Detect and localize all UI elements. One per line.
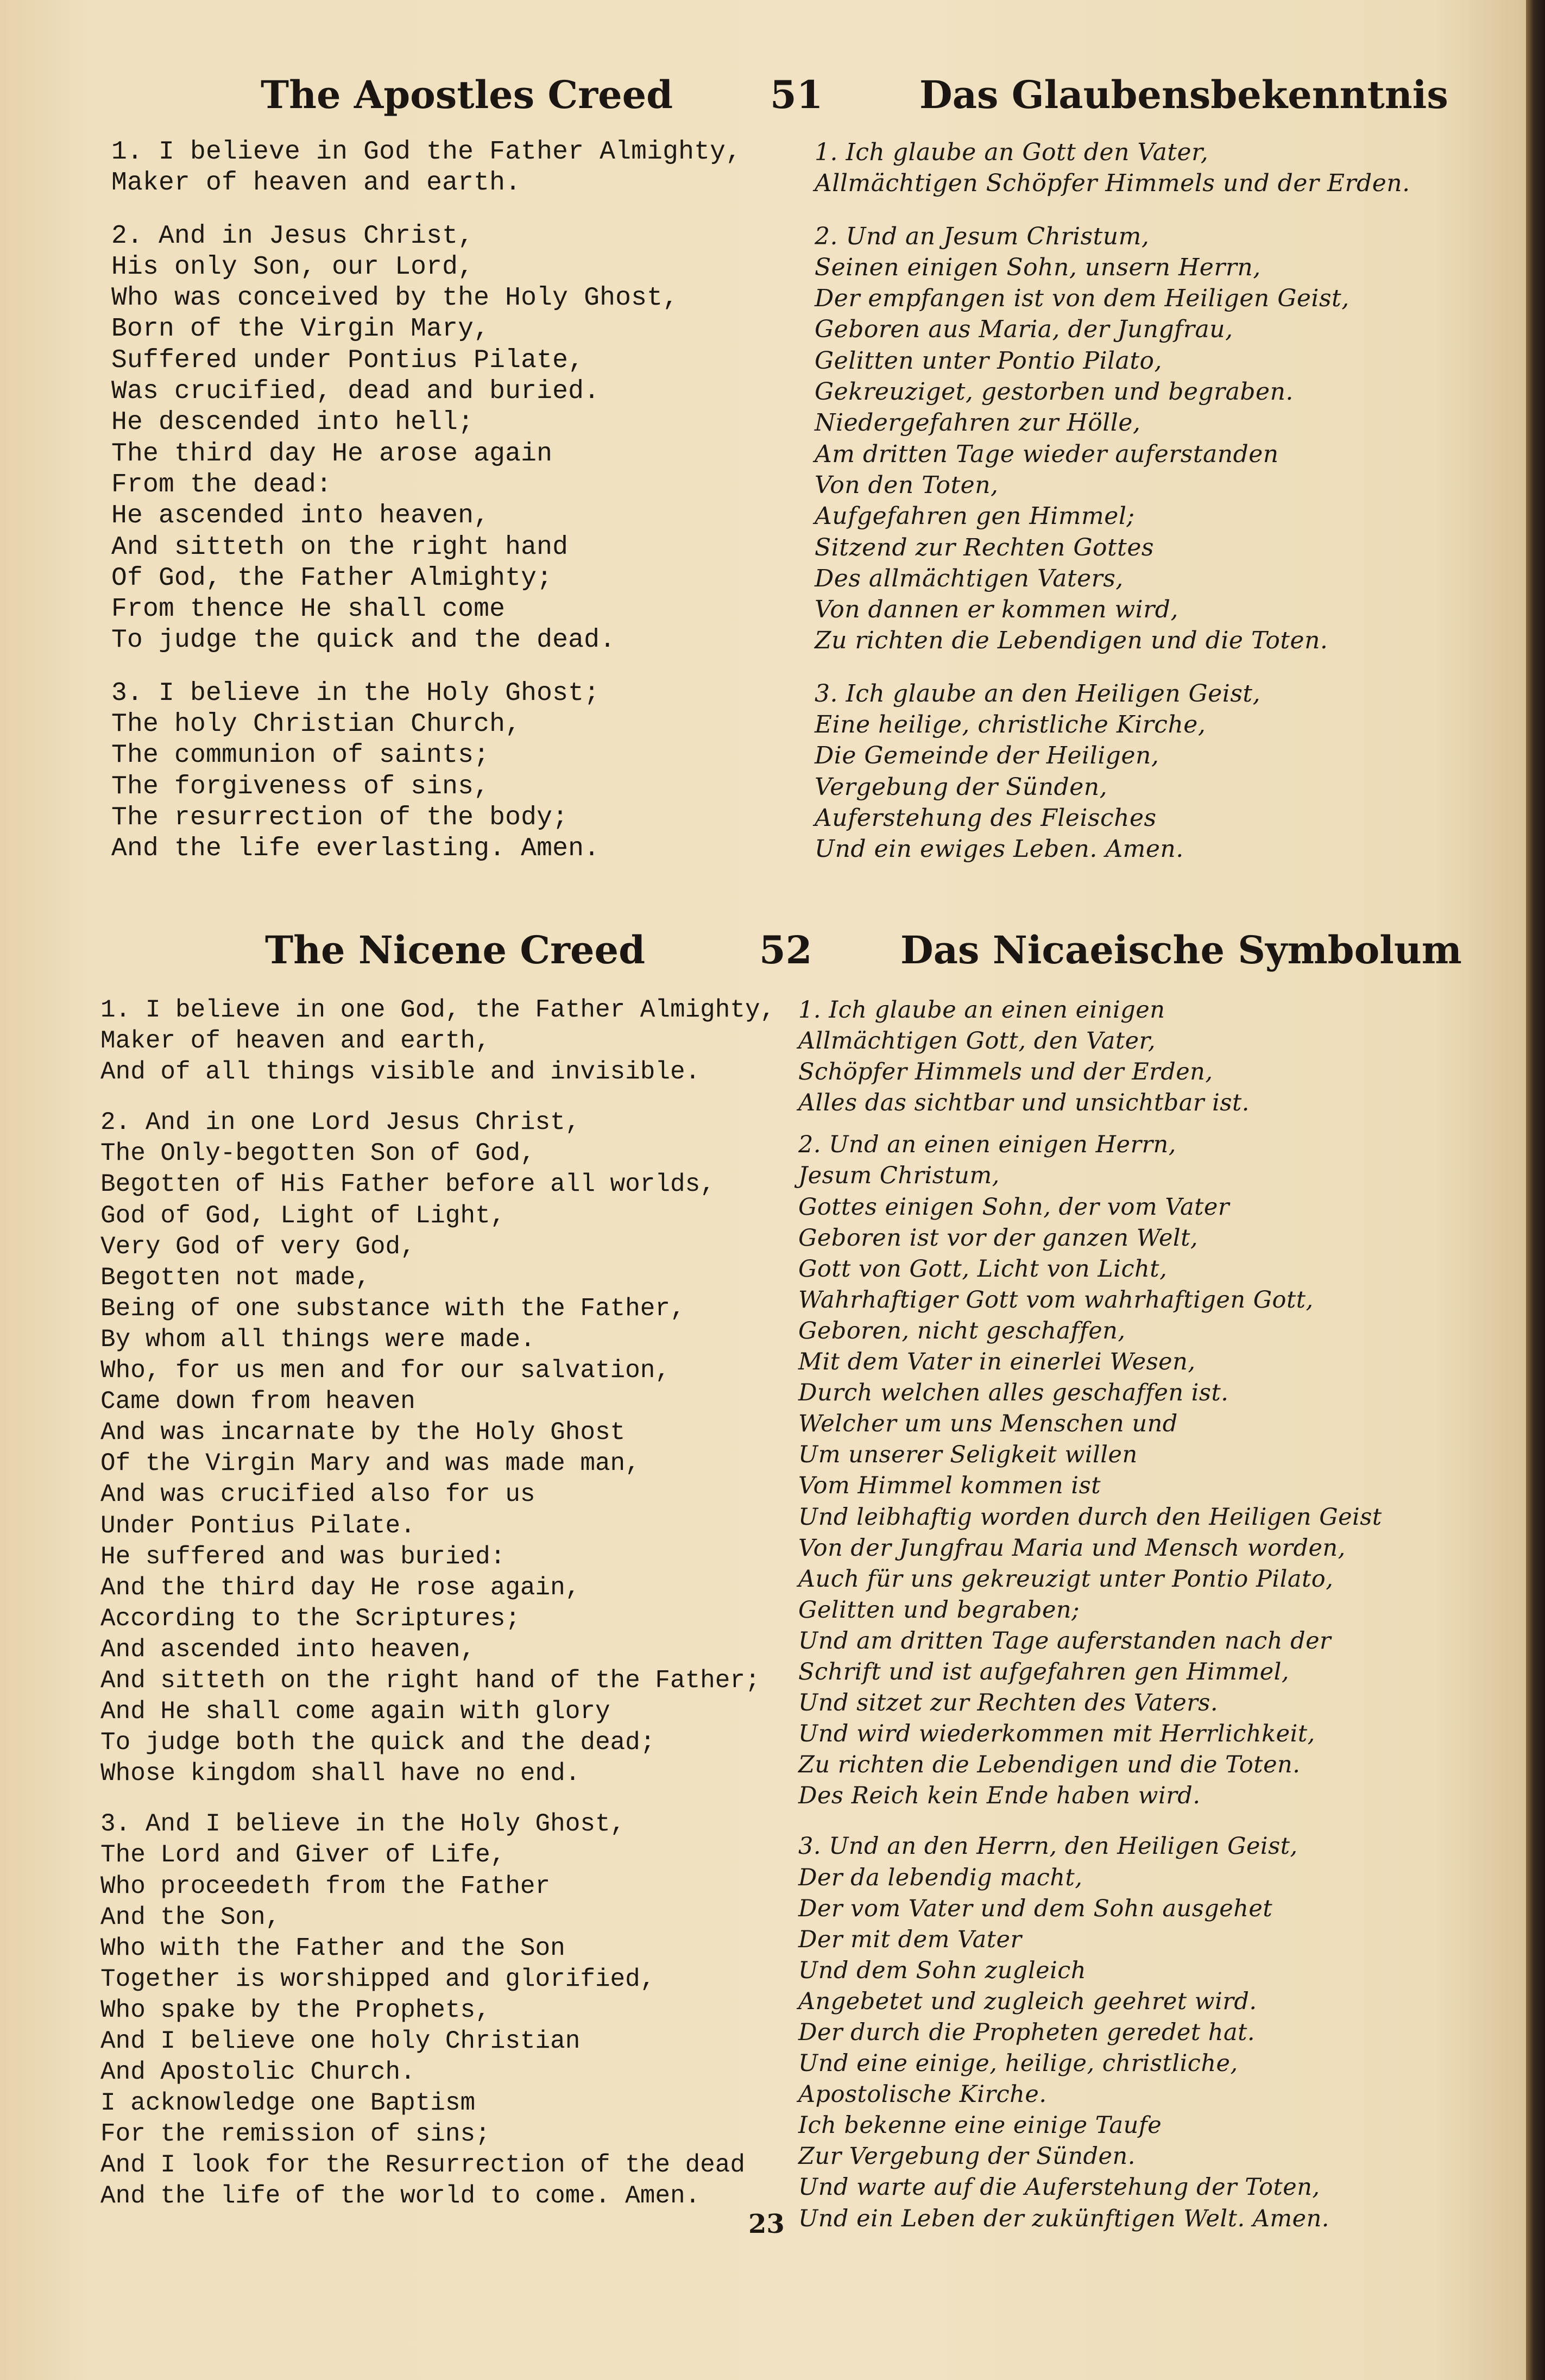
- text-line: Der empfangen ist von dem Heiligen Geist,: [815, 285, 1349, 313]
- stanza: [100, 995, 775, 1088]
- text-line: Eine heilige, christliche Kirche,: [815, 711, 1206, 739]
- text-line: Allmächtigen Gott, den Vater,: [798, 1027, 1156, 1055]
- text-line: Begotten of His Father before all worlds,: [100, 1170, 715, 1199]
- nicene-creed-english: [100, 995, 775, 2212]
- text-line: To judge both the quick and the dead;: [100, 1728, 655, 1757]
- apostles-creed-english: [111, 137, 741, 865]
- text-line: Born of the Virgin Mary,: [111, 314, 490, 344]
- page-number: 23: [748, 2209, 785, 2239]
- text-line: Sitzend zur Rechten Gottes: [815, 533, 1154, 561]
- text-line: 2. Und an Jesum Christum,: [815, 222, 1150, 250]
- stanza: [798, 995, 1382, 1119]
- nicene-creed-heading: [0, 926, 1526, 975]
- text-line: And was crucified also for us: [100, 1480, 535, 1509]
- text-line: And was incarnate by the Holy Ghost: [100, 1418, 626, 1447]
- text-line: Allmächtigen Schöpfer Himmels und der Erden.: [815, 169, 1410, 198]
- text-line: And the third day He rose again,: [100, 1573, 581, 1602]
- text-line: 2. Und an einen einigen Herrn,: [798, 1131, 1176, 1159]
- text-line: For the remission of sins;: [100, 2120, 490, 2149]
- text-line: The third day He arose again: [111, 439, 553, 469]
- text-line: Of God, the Father Almighty;: [111, 563, 553, 593]
- text-line: Die Gemeinde der Heiligen,: [815, 742, 1159, 770]
- text-line: Der da lebendig macht,: [798, 1864, 1083, 1891]
- text-line: And sitteth on the right hand: [111, 532, 569, 562]
- text-line: And He shall come again with glory: [100, 1697, 610, 1726]
- text-line: Zu richten die Lebendigen und die Toten.: [798, 1751, 1301, 1779]
- text-line: Who was conceived by the Holy Ghost,: [111, 283, 679, 313]
- text-line: The Only-begotten Son of God,: [100, 1139, 535, 1168]
- text-line: Des allmächtigen Vaters,: [815, 564, 1124, 592]
- text-line: Aufgefahren gen Himmel;: [815, 502, 1135, 531]
- heading-title-english: The Nicene Creed: [265, 927, 646, 973]
- text-line: Who with the Father and the Son: [100, 1934, 565, 1962]
- text-line: Seinen einigen Sohn, unsern Herrn,: [815, 253, 1261, 281]
- text-line: 2. And in one Lord Jesus Christ,: [100, 1108, 581, 1137]
- stanza: [798, 1129, 1382, 1811]
- text-line: Zur Vergebung der Sünden.: [798, 2143, 1136, 2170]
- text-line: The forgiveness of sins,: [111, 772, 490, 801]
- text-line: And ascended into heaven,: [100, 1635, 476, 1664]
- stanza: [111, 137, 741, 199]
- text-line: From the dead:: [111, 470, 332, 500]
- text-line: Who spake by the Prophets,: [100, 1996, 490, 2024]
- text-line: Angebetet und zugleich geehret wird.: [798, 1987, 1257, 2015]
- text-line: Niedergefahren zur Hölle,: [815, 409, 1141, 437]
- text-line: Gott von Gott, Licht von Licht,: [798, 1255, 1168, 1283]
- text-line: 3. I believe in the Holy Ghost;: [111, 678, 600, 708]
- text-line: God of God, Light of Light,: [100, 1201, 506, 1230]
- text-line: Together is worshipped and glorified,: [100, 1965, 655, 1993]
- text-line: 1. Ich glaube an Gott den Vater,: [815, 138, 1209, 166]
- text-line: 1. I believe in God the Father Almighty,: [111, 137, 742, 167]
- text-line: Geboren aus Maria, der Jungfrau,: [815, 315, 1233, 344]
- text-line: I acknowledge one Baptism: [100, 2089, 476, 2118]
- text-line: And the life of the world to come. Amen.: [100, 2182, 701, 2211]
- text-line: 1. Ich glaube an einen einigen: [798, 996, 1165, 1024]
- text-line: And sitteth on the right hand of the Father;: [100, 1666, 760, 1695]
- stanza: [815, 678, 1410, 865]
- text-line: Gelitten unter Pontio Pilato,: [815, 346, 1162, 375]
- text-line: Von der Jungfrau Maria und Mensch worden,: [798, 1534, 1346, 1562]
- text-line: The communion of saints;: [111, 741, 490, 771]
- text-line: Von dannen er kommen wird,: [815, 596, 1178, 624]
- text-line: 3. Und an den Herrn, den Heiligen Geist,: [798, 1833, 1298, 1860]
- text-line: Von den Toten,: [815, 471, 999, 499]
- text-line: Gottes einigen Sohn, der vom Vater: [798, 1193, 1229, 1221]
- text-line: He suffered and was buried:: [100, 1542, 506, 1571]
- text-line: Durch welchen alles geschaffen ist.: [798, 1379, 1229, 1407]
- text-line: Suffered under Pontius Pilate,: [111, 345, 584, 375]
- text-line: Apostolische Kirche.: [798, 2081, 1047, 2108]
- text-line: Alles das sichtbar und unsichtbar ist.: [798, 1089, 1250, 1117]
- text-line: Who, for us men and for our salvation,: [100, 1356, 670, 1385]
- text-line: Very God of very God,: [100, 1232, 415, 1261]
- text-line: Auch für uns gekreuzigt unter Pontio Pilato,: [798, 1565, 1334, 1593]
- text-line: Und eine einige, heilige, christliche,: [798, 2050, 1238, 2078]
- text-line: 1. I believe in one God, the Father Almighty,: [100, 996, 775, 1024]
- stanza: [815, 221, 1410, 656]
- text-line: Der mit dem Vater: [798, 1926, 1022, 1953]
- text-line: By whom all things were made.: [100, 1325, 535, 1354]
- text-line: The Lord and Giver of Life,: [100, 1841, 506, 1870]
- text-line: 3. Ich glaube an den Heiligen Geist,: [815, 679, 1261, 708]
- text-line: Und warte auf die Auferstehung der Toten,: [798, 2174, 1320, 2201]
- text-line: Geboren ist vor der ganzen Welt,: [798, 1224, 1199, 1252]
- stanza: [100, 1809, 775, 2212]
- text-line: Welcher um uns Menschen und: [798, 1410, 1178, 1438]
- text-line: Auferstehung des Fleisches: [815, 804, 1157, 832]
- text-line: Und wird wiederkommen mit Herrlichkeit,: [798, 1720, 1315, 1748]
- text-line: The resurrection of the body;: [111, 803, 569, 832]
- text-line: Schrift und ist aufgefahren gen Himmel,: [798, 1658, 1290, 1685]
- heading-title-german: Das Glaubensbekenntnis: [919, 72, 1448, 117]
- text-line: Ich bekenne eine einige Taufe: [798, 2112, 1162, 2139]
- stanza: [798, 1831, 1382, 2234]
- text-line: Und leibhaftig worden durch den Heiligen Geist: [798, 1503, 1382, 1531]
- text-line: Am dritten Tage wieder auferstanden: [815, 440, 1279, 468]
- text-line: Und ein ewiges Leben. Amen.: [815, 835, 1184, 863]
- stanza: [815, 137, 1410, 199]
- apostles-creed-german: [815, 137, 1410, 865]
- text-line: Zu richten die Lebendigen und die Toten.: [815, 627, 1328, 655]
- text-line: 3. And I believe in the Holy Ghost,: [100, 1810, 626, 1839]
- text-line: And I believe one holy Christian: [100, 2027, 581, 2055]
- text-line: Came down from heaven: [100, 1387, 415, 1416]
- text-line: To judge the quick and the dead.: [111, 626, 616, 655]
- text-line: From thence He shall come: [111, 595, 506, 624]
- text-line: Um unserer Seligkeit willen: [798, 1441, 1138, 1469]
- heading-title-german: Das Nicaeische Symbolum: [900, 927, 1462, 973]
- text-line: Jesum Christum,: [798, 1162, 1000, 1190]
- book-spine-edge: [1526, 0, 1545, 2380]
- text-line: Schöpfer Himmels und der Erden,: [798, 1058, 1213, 1086]
- text-line: And of all things visible and invisible.: [100, 1058, 701, 1087]
- text-line: Gelitten und begraben;: [798, 1596, 1080, 1624]
- text-line: The holy Christian Church,: [111, 710, 521, 740]
- text-line: Der vom Vater und dem Sohn ausgehet: [798, 1895, 1273, 1922]
- stanza: [111, 221, 741, 656]
- heading-title-english: The Apostles Creed: [261, 72, 673, 117]
- text-line: Was crucified, dead and buried.: [111, 377, 600, 407]
- text-line: Und dem Sohn zugleich: [798, 1956, 1087, 1984]
- apostles-creed-heading: [0, 71, 1526, 119]
- stanza: [111, 678, 741, 865]
- text-line: Gekreuziget, gestorben und begraben.: [815, 378, 1294, 406]
- text-line: 2. And in Jesus Christ,: [111, 221, 474, 251]
- text-line: Des Reich kein Ende haben wird.: [798, 1782, 1201, 1810]
- text-line: Who proceedeth from the Father: [100, 1872, 551, 1901]
- text-line: Und sitzet zur Rechten des Vaters.: [798, 1689, 1219, 1717]
- nicene-creed-german: [798, 995, 1382, 2234]
- text-line: Wahrhaftiger Gott vom wahrhaftigen Gott,: [798, 1286, 1314, 1314]
- text-line: And I look for the Resurrection of the dead: [100, 2151, 745, 2180]
- text-line: Whose kingdom shall have no end.: [100, 1759, 581, 1788]
- text-line: And Apostolic Church.: [100, 2058, 415, 2087]
- text-line: Geboren, nicht geschaffen,: [798, 1317, 1126, 1344]
- text-line: Mit dem Vater in einerlei Wesen,: [798, 1348, 1196, 1376]
- heading-number: 51: [770, 72, 823, 117]
- text-line: Being of one substance with the Father,: [100, 1294, 685, 1323]
- text-line: His only Son, our Lord,: [111, 252, 474, 282]
- text-line: And the Son,: [100, 1903, 281, 1931]
- text-line: Der durch die Propheten geredet hat.: [798, 2019, 1256, 2046]
- text-line: Under Pontius Pilate.: [100, 1511, 415, 1540]
- text-line: Maker of heaven and earth,: [100, 1027, 490, 1056]
- text-line: He descended into hell;: [111, 408, 474, 438]
- text-line: Of the Virgin Mary and was made man,: [100, 1449, 640, 1478]
- text-line: Maker of heaven and earth.: [111, 168, 521, 198]
- text-line: Vom Himmel kommen ist: [798, 1472, 1101, 1500]
- heading-number: 52: [759, 927, 812, 973]
- text-line: He ascended into heaven,: [111, 501, 490, 531]
- text-line: Und ein Leben der zukünftigen Welt. Amen.: [798, 2205, 1329, 2232]
- text-line: And the life everlasting. Amen.: [111, 834, 600, 864]
- text-line: According to the Scriptures;: [100, 1604, 520, 1633]
- text-line: Vergebung der Sünden,: [815, 773, 1108, 801]
- stanza: [100, 1107, 775, 1789]
- text-line: Und am dritten Tage auferstanden nach der: [798, 1627, 1332, 1655]
- text-line: Begotten not made,: [100, 1263, 370, 1292]
